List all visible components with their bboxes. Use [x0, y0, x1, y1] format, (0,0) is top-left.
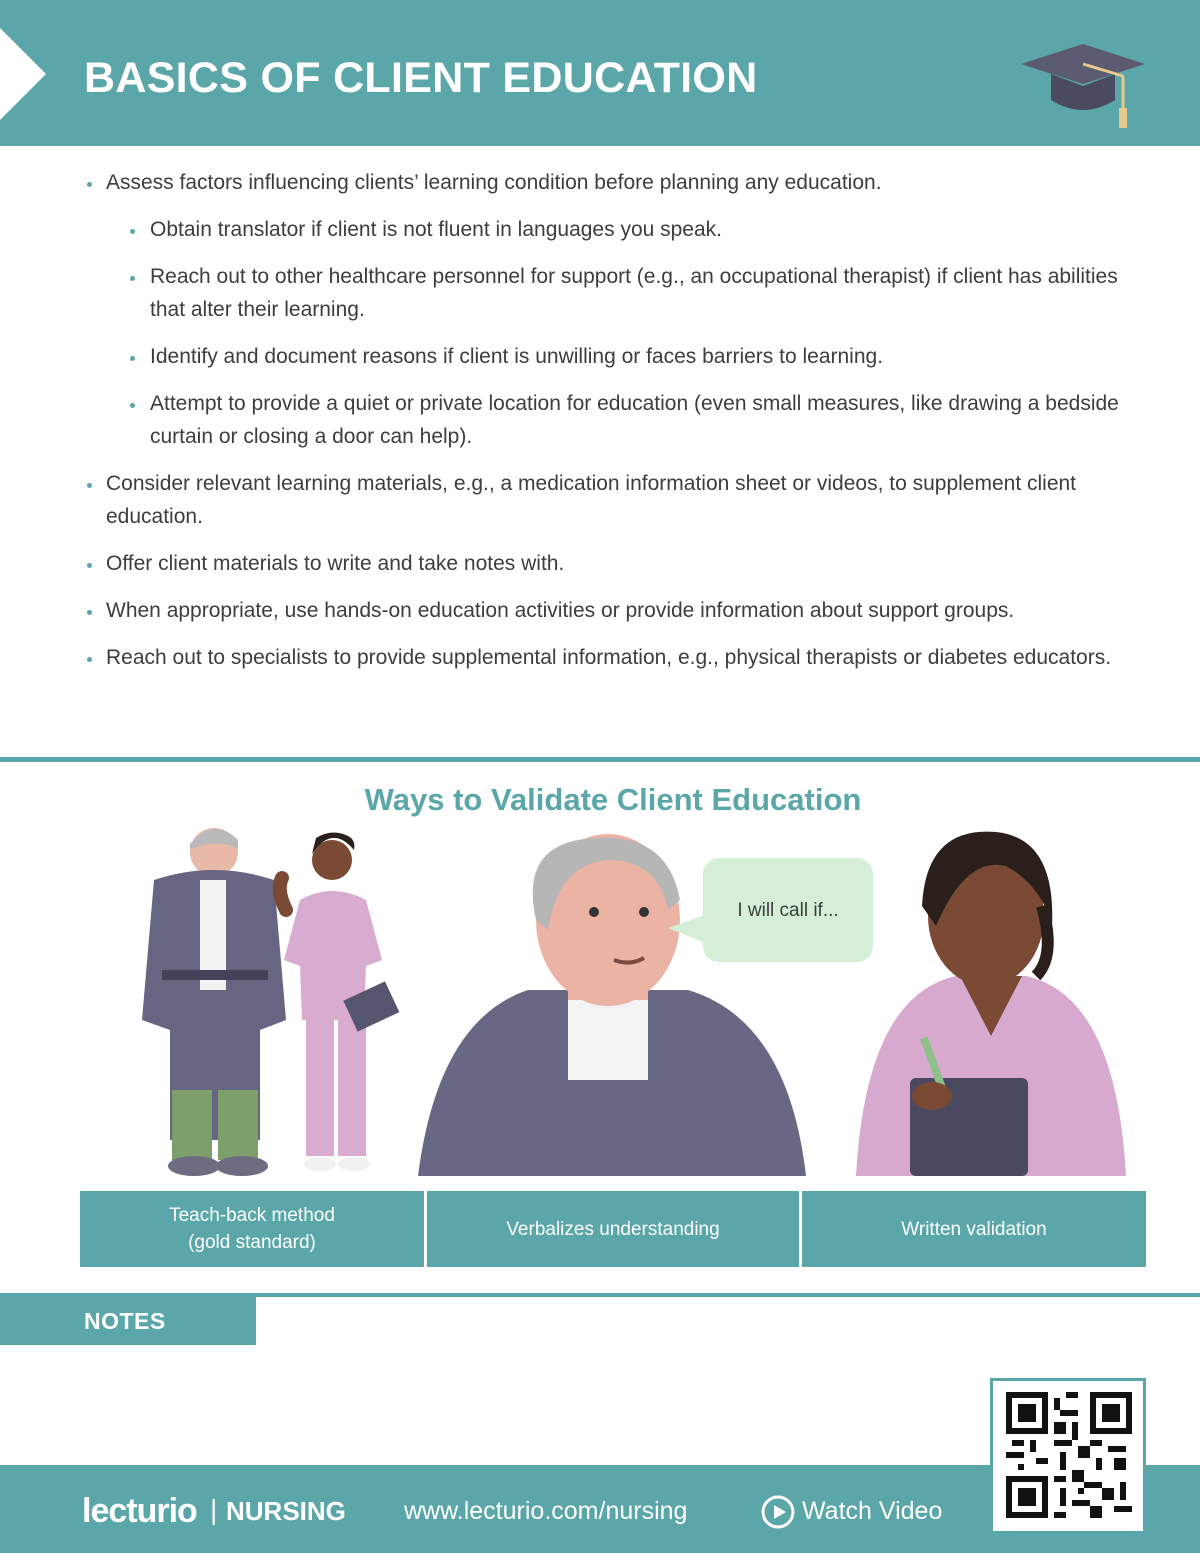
caption-line: Verbalizes understanding: [506, 1218, 720, 1240]
graduation-cap-icon: [1015, 40, 1151, 132]
bullet-dot: [87, 563, 92, 568]
sub-bullet-item: [80, 387, 1140, 453]
caption-line: Written validation: [901, 1218, 1047, 1240]
caption-written: [802, 1191, 1146, 1267]
sub-bullet-item: [80, 340, 1140, 373]
bullet-item: [80, 641, 1140, 674]
section-title: Ways to Validate Client Education: [364, 782, 862, 817]
notes-label: NOTES: [84, 1308, 166, 1334]
speech-bubble-text: I will call if...: [737, 900, 839, 921]
bullet-item: [80, 467, 1140, 533]
bullet-dot: [130, 229, 135, 234]
footer-url-link[interactable]: www.lecturio.com/nursing: [404, 1497, 688, 1525]
speech-bubble-tail: [668, 914, 708, 944]
bullet-text: Reach out to other healthcare personnel for support (e.g., an occupational therapist) if client has abilities that alter their learning.: [150, 265, 1118, 321]
caption-row: [80, 1191, 1146, 1267]
lecturio-logo[interactable]: lecturio: [82, 1492, 197, 1530]
teach-back-illustration: [110, 820, 410, 1180]
bullet-item: [80, 166, 1140, 199]
bullet-text: Assess factors influencing clients’ learning condition before planning any education.: [106, 171, 882, 194]
caption-line: Teach-back method: [169, 1205, 335, 1226]
caption-line: (gold standard): [188, 1232, 316, 1253]
play-icon[interactable]: [760, 1494, 796, 1530]
bullet-dot: [87, 610, 92, 615]
caption-teach-back: [80, 1191, 424, 1267]
bullet-text: Attempt to provide a quiet or private location for education (even small measures, like drawing a bedside curtain or closing a door can help).: [150, 392, 1119, 448]
bullet-text: Consider relevant learning materials, e.g., a medication information sheet or videos, to supplement client education.: [106, 472, 1077, 528]
bullet-item: [80, 594, 1140, 627]
bullet-list: [80, 166, 1140, 688]
brand-nursing: NURSING: [226, 1496, 346, 1526]
bullet-dot: [130, 276, 135, 281]
bullet-text: When appropriate, use hands-on education activities or provide information about support groups.: [106, 599, 1015, 622]
watch-video-link[interactable]: Watch Video: [802, 1497, 943, 1525]
sub-bullet-item: [80, 213, 1140, 246]
bullet-text: Reach out to specialists to provide supplemental information, e.g., physical therapists or diabetes educators.: [106, 646, 1112, 669]
bullet-item: [80, 547, 1140, 580]
caption-verbalizes: [427, 1191, 799, 1267]
bullet-text: Identify and document reasons if client is unwilling or faces barriers to learning.: [150, 345, 884, 368]
bullet-text: Offer client materials to write and take notes with.: [106, 552, 565, 575]
bullet-text: Obtain translator if client is not fluent in languages you speak.: [150, 218, 723, 241]
bullet-dot: [87, 483, 92, 488]
bullet-dot: [130, 356, 135, 361]
brand-separator: |: [210, 1494, 218, 1525]
bullet-dot: [87, 657, 92, 662]
bullet-dot: [130, 403, 135, 408]
header-arrow: [0, 28, 46, 120]
sub-bullet-item: [80, 260, 1140, 326]
page-title: BASICS OF CLIENT EDUCATION: [84, 54, 758, 102]
bullet-dot: [87, 182, 92, 187]
qr-code-icon[interactable]: [1006, 1392, 1132, 1518]
written-validation-illustration: [856, 826, 1126, 1176]
section-divider: [0, 757, 1200, 762]
